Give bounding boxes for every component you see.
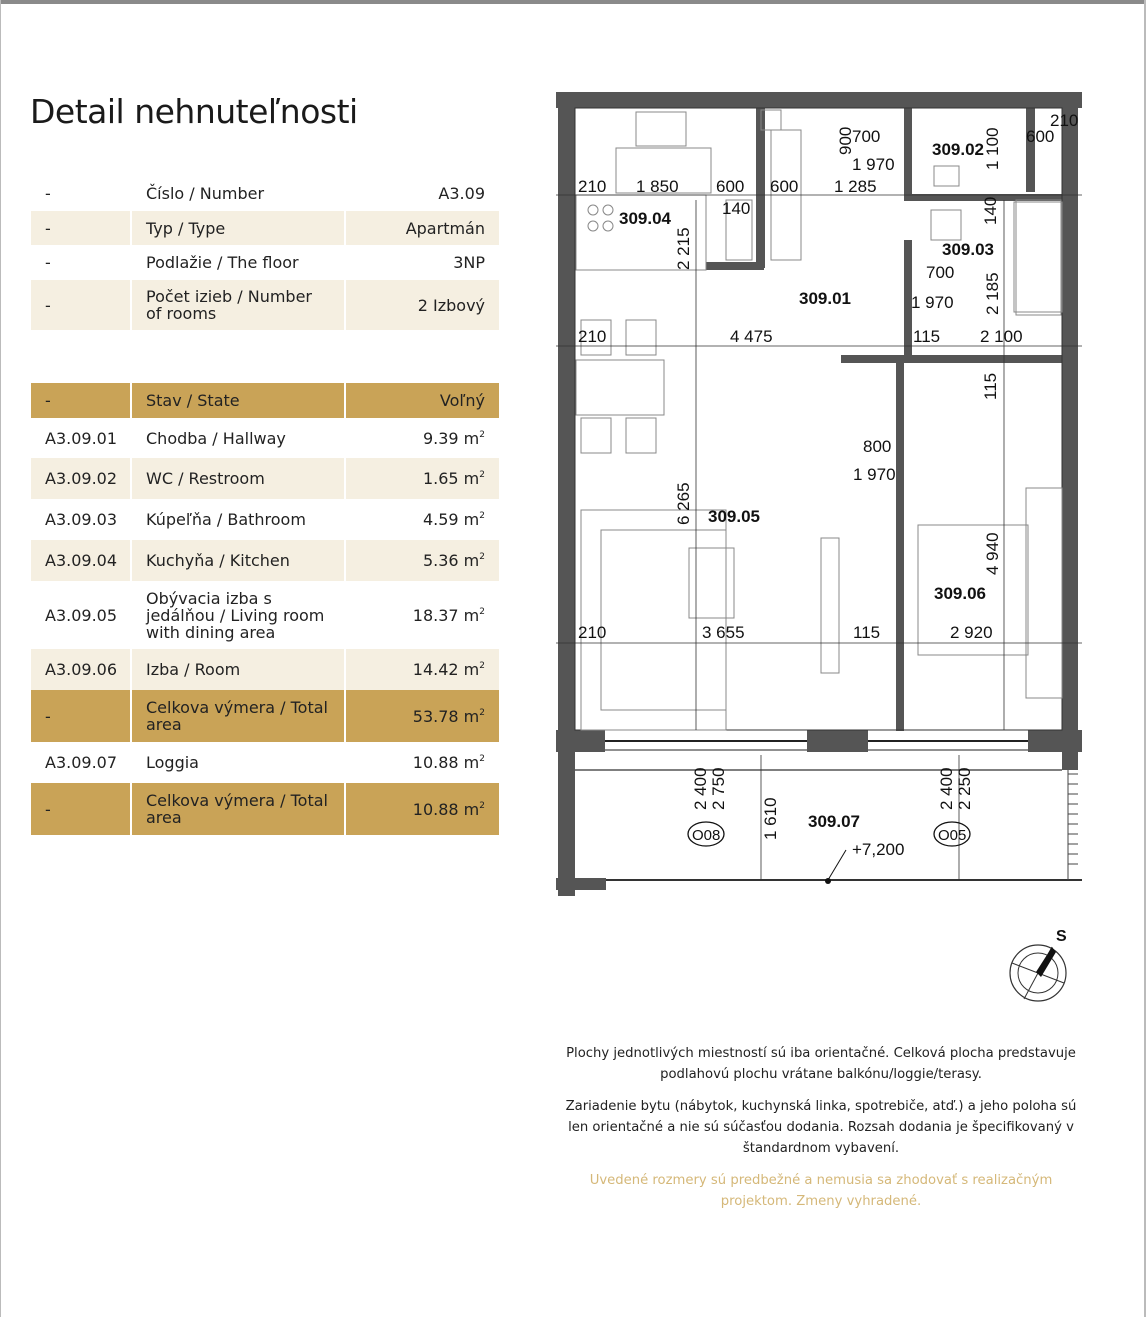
table-row [31,458,499,499]
page-title: Detail nehnuteľnosti [30,92,358,131]
room-label: 309.06 [934,584,986,603]
table-row [31,383,499,418]
row-label: Obývacia izba s jedálňou / Living room with dining area [131,581,345,649]
dim-text: 3 655 [702,623,745,642]
row-code: - [31,783,131,835]
row-code: A3.09.06 [31,649,131,690]
dim-text: 2 250 [955,767,974,810]
note-text: Uvedené rozmery sú predbežné a nemusia sa zhodovať s realizačným projektom. Zmeny vyhradené. [589,1173,1053,1209]
window-tag: O08 [692,827,721,844]
row-code: - [31,690,131,742]
dim-text: 1 850 [636,177,679,196]
row-value: 1.65 $m^2$ [345,458,499,499]
row-value: 53.78 $m^2$ [345,690,499,742]
dim-text: 2 215 [674,227,693,270]
summary-table [31,176,499,330]
row-code: A3.09.05 [31,581,131,649]
table-row [31,581,499,649]
dim-text: 115 [853,623,881,642]
row-label: Chodba / Hallway [131,418,345,458]
table-row [31,499,499,540]
room-label: 309.04 [619,209,671,228]
row-label: WC / Restroom [131,458,345,499]
table-row [31,783,499,835]
dim-text: 1 610 [761,797,780,840]
row-code: - [31,211,131,245]
dim-text: 140 [981,196,1000,225]
row-code: A3.09.04 [31,540,131,581]
dim-text: 4 940 [983,532,1002,575]
row-value: Apartmán [345,211,499,245]
row-code: A3.09.01 [31,418,131,458]
room-label: 309.03 [942,240,994,259]
dim-text: 600 [770,177,799,196]
floor-plan [556,90,1082,898]
dim-text: 4 475 [730,327,773,346]
room-label: 309.01 [799,289,851,308]
table-row [31,176,499,211]
rooms-table [31,383,499,835]
row-label: Celkova výmera / Total area [131,783,345,835]
dim-text: 210 [578,623,607,642]
table-row [31,690,499,742]
row-code: - [31,176,131,211]
dim-text: 2 400 [937,767,956,810]
row-code: - [31,280,131,330]
dim-text: 800 [863,437,892,456]
dim-text: 2 100 [980,327,1023,346]
table-row [31,418,499,458]
row-value: 2 Izbový [345,280,499,330]
dim-text: 600 [716,177,745,196]
dim-text: 140 [722,199,751,218]
dim-text: 2 750 [709,767,728,810]
dim-text: 2 185 [983,272,1002,315]
table-row [31,742,499,783]
row-code: A3.09.02 [31,458,131,499]
row-value: 10.88 $m^2$ [345,742,499,783]
compass-letter: S [1056,928,1067,945]
row-code: - [31,383,131,418]
note-text: Plochy jednotlivých miestností sú iba orientačné. Celková plocha predstavuje podlahovú plochu vrátane balkónu/loggie/terasy. [566,1046,1076,1082]
row-value: 18.37 $m^2$ [345,581,499,649]
table-row [31,649,499,690]
notes [558,1043,1084,1223]
dim-text: 115 [981,372,1000,400]
table-row [31,245,499,280]
dim-text: 115 [913,327,941,346]
dim-text: 2 920 [950,623,993,642]
room-label: 309.05 [708,507,760,526]
row-value: A3.09 [345,176,499,211]
dim-text: 210 [578,177,607,196]
dim-text: 1 970 [853,465,896,484]
row-value: 9.39 $m^2$ [345,418,499,458]
row-value: 10.88 $m^2$ [345,783,499,835]
row-label: Loggia [131,742,345,783]
row-label: Počet izieb / Number of rooms [131,280,345,330]
level-mark: +7,200 [852,840,905,859]
compass-icon [1004,925,1074,1005]
row-label: Izba / Room [131,649,345,690]
table-row [31,280,499,330]
table-row [31,211,499,245]
row-value: 14.42 $m^2$ [345,649,499,690]
row-label: Typ / Type [131,211,345,245]
dim-text: 1 970 [852,155,895,174]
dim-text: 700 [926,263,955,282]
left-border [0,0,1,1317]
dim-text: 700 [852,127,881,146]
row-label: Celkova výmera / Total area [131,690,345,742]
row-value: 4.59 $m^2$ [345,499,499,540]
row-code: A3.09.03 [31,499,131,540]
dim-text: 600 [1026,127,1055,146]
row-label: Podlažie / The floor [131,245,345,280]
row-code: A3.09.07 [31,742,131,783]
dim-text: 1 100 [983,127,1002,170]
dim-text: 900 [836,126,855,155]
dim-text: 2 400 [691,767,710,810]
table-row [31,540,499,581]
room-label: 309.02 [932,140,984,159]
top-border [0,0,1146,4]
row-value: 5.36 $m^2$ [345,540,499,581]
row-label: Kuchyňa / Kitchen [131,540,345,581]
row-label: Kúpeľňa / Bathroom [131,499,345,540]
dim-text: 6 265 [674,482,693,525]
room-label: 309.07 [808,812,860,831]
dim-text: 210 [578,327,607,346]
dim-text: 210 [1050,111,1079,130]
row-value: 3NP [345,245,499,280]
dim-text: 1 285 [834,177,877,196]
row-label: Stav / State [131,383,345,418]
row-label: Číslo / Number [131,176,345,211]
row-value: Voľný [345,383,499,418]
dim-text: 1 970 [911,293,954,312]
note-text: Zariadenie bytu (nábytok, kuchynská linka, spotrebiče, atď.) a jeho poloha sú len orientačné a nie sú súčasťou dodania. Rozsah dodania je špecifikovaný v štandardnom vybavení. [565,1099,1077,1156]
row-code: - [31,245,131,280]
window-tag: O05 [938,827,967,844]
